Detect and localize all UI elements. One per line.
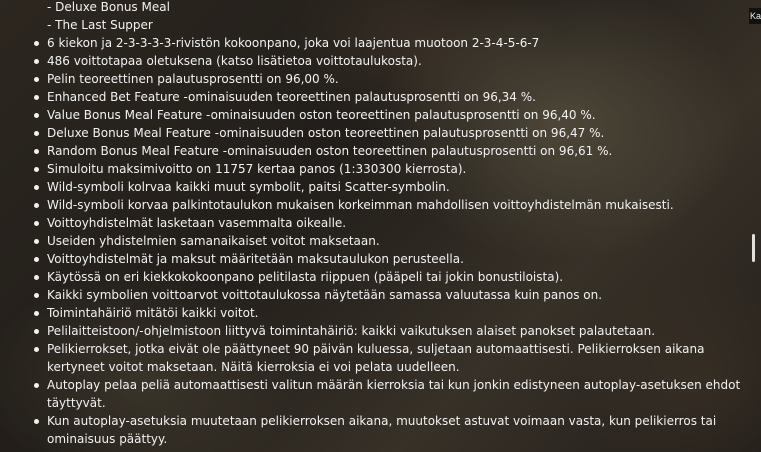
scrollbar-thumb[interactable]	[752, 234, 755, 262]
bullet-icon	[34, 131, 39, 136]
rule-text: Enhanced Bet Feature -ominaisuuden teoreettinen palautusprosentti on 96,34 %.	[47, 90, 536, 104]
rule-item	[0, 250, 761, 268]
rule-text: Pelin teoreettinen palautusprosentti on 96,00 %.	[47, 72, 339, 86]
rule-item	[0, 322, 761, 340]
bullet-icon	[34, 185, 39, 190]
rule-text: Wild-symboli korvaa palkintotaulukon mukaisen korkeimman mahdollisen voittoyhdistelmän mukaisesti.	[47, 198, 674, 212]
bullet-icon	[34, 257, 39, 262]
rule-item	[0, 304, 761, 322]
rule-item	[0, 52, 761, 70]
rule-item	[0, 142, 761, 160]
sub-item-deluxe-bonus-meal: - Deluxe Bonus Meal	[47, 0, 170, 14]
rule-item	[0, 70, 761, 88]
rule-item	[0, 232, 761, 250]
sub-item-last-supper: - The Last Supper	[47, 18, 153, 32]
bullet-icon	[34, 59, 39, 64]
rule-text: Pelikierrokset, jotka eivät ole päättyneet 90 päivän kuluessa, suljetaan automaattisesti. Pelikierroksen aikana kertyneet voitot maksetaan. Näitä kierroksia ei voi pelata uudelleen.	[47, 342, 705, 374]
rule-text: Käytössä on eri kiekkokokoonpano pelitilasta riippuen (pääpeli tai jokin bonustiloista).	[47, 270, 564, 284]
rule-item	[0, 106, 761, 124]
bullet-icon	[34, 41, 39, 46]
rule-text: 6 kiekon ja 2-3-3-3-3-rivistön kokoonpano, joka voi laajentua muotoon 2-3-4-5-6-7	[47, 36, 540, 50]
bullet-icon	[34, 383, 39, 388]
rule-text: Simuloitu maksimivoitto on 11757 kertaa panos (1:330300 kierrosta).	[47, 162, 467, 176]
rule-item	[0, 34, 761, 52]
bullet-icon	[34, 221, 39, 226]
rule-item	[0, 268, 761, 286]
rule-text: Wild-symboli kolrvaa kaikki muut symbolit, paitsi Scatter-symbolin.	[47, 180, 450, 194]
bullet-icon	[34, 311, 39, 316]
rule-text: Deluxe Bonus Meal Feature -ominaisuuden oston teoreettinen palautusprosentti on 96,47 %.	[47, 126, 605, 140]
rule-text: Kun autoplay-asetuksia muutetaan pelikierroksen aikana, muutokset astuvat voimaan vasta, kun pelikierros tai ominaisuus päättyy.	[47, 414, 717, 446]
rule-item	[0, 124, 761, 142]
bullet-icon	[34, 329, 39, 334]
rule-text: Autoplay pelaa peliä automaattisesti valitun määrän kierroksia tai kun jonkin edistyneen autoplay-asetuksen ehdot täyttyvät.	[47, 378, 741, 410]
rule-text: Toimintahäiriö mitätöi kaikki voitot.	[47, 306, 259, 320]
bullet-icon	[34, 347, 39, 352]
bullet-icon	[34, 77, 39, 82]
bullet-icon	[34, 419, 39, 424]
rule-text: Voittoyhdistelmät lasketaan vasemmalta oikealle.	[47, 216, 347, 230]
bullet-icon	[34, 203, 39, 208]
rules-list	[0, 34, 761, 448]
rule-item	[0, 340, 761, 376]
bullet-icon	[34, 113, 39, 118]
rule-text: 486 voittotapaa oletuksena (katso lisätietoa voittotaulukosta).	[47, 54, 422, 68]
rule-text: Kaikki symbolien voittoarvot voittotaulukossa näytetään samassa valuutassa kuin panos on.	[47, 288, 603, 302]
rule-text: Voittoyhdistelmät ja maksut määritetään maksutaulukon perusteella.	[47, 252, 464, 266]
rule-item	[0, 160, 761, 178]
rule-text: Random Bonus Meal Feature -ominaisuuden oston teoreettinen palautusprosentti on 96,61 %.	[47, 144, 613, 158]
rule-item	[0, 412, 761, 448]
bonus-sub-list	[0, 0, 761, 34]
rule-text: Useiden yhdistelmien samanaikaiset voitot maksetaan.	[47, 234, 380, 248]
bullet-icon	[34, 149, 39, 154]
bullet-icon	[34, 275, 39, 280]
bullet-icon	[34, 239, 39, 244]
rule-text: Pelilaitteistoon/-ohjelmistoon liittyvä toimintahäiriö: kaikki vaikutuksen alaiset panokset palautetaan.	[47, 324, 656, 338]
rule-item	[0, 286, 761, 304]
rule-item	[0, 88, 761, 106]
rule-item	[0, 178, 761, 196]
rule-item	[0, 214, 761, 232]
rule-item	[0, 376, 761, 412]
rule-item	[0, 196, 761, 214]
corner-tab[interactable]: Ka	[749, 8, 761, 24]
rule-text: Value Bonus Meal Feature -ominaisuuden oston teoreettinen palautusprosentti on 96,40 %.	[47, 108, 596, 122]
bullet-icon	[34, 293, 39, 298]
bullet-icon	[34, 95, 39, 100]
bullet-icon	[34, 167, 39, 172]
